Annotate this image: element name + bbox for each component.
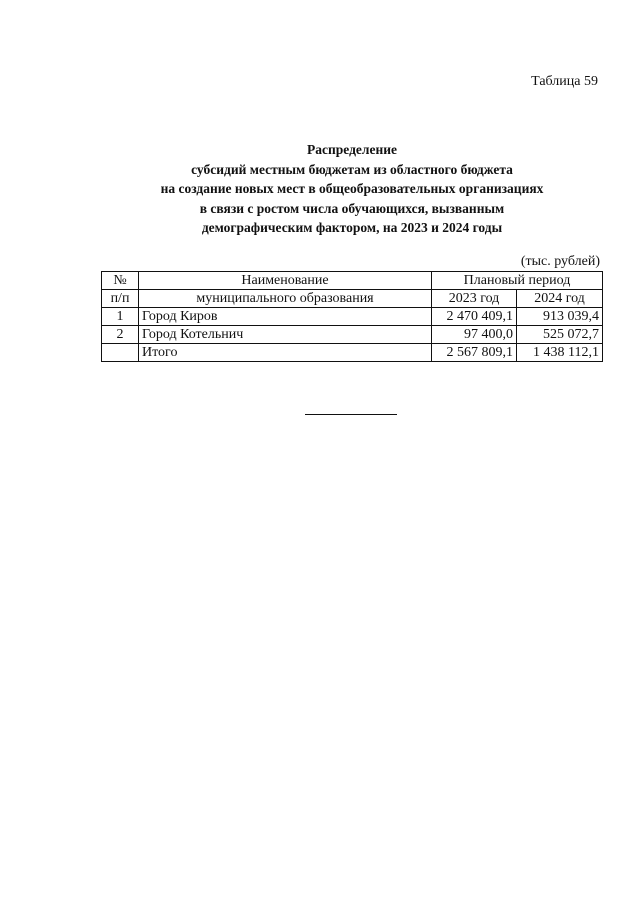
header-row bbox=[102, 290, 603, 308]
title-line: Распределение bbox=[306, 142, 398, 157]
header-num-sub: п/п bbox=[102, 290, 139, 308]
header-year-2024: 2024 год bbox=[517, 290, 603, 308]
row-name: Город Котельнич bbox=[139, 326, 432, 344]
document-title bbox=[100, 140, 604, 238]
table-row bbox=[102, 308, 603, 326]
row-value-2023: 2 470 409,1 bbox=[432, 308, 517, 326]
row-num: 1 bbox=[102, 308, 139, 326]
title-line: демографическим фактором, на 2023 и 2024 годы bbox=[201, 220, 503, 235]
table-number: Таблица 59 bbox=[531, 74, 598, 89]
header-row bbox=[102, 272, 603, 290]
row-name: Город Киров bbox=[139, 308, 432, 326]
row-value-2024: 913 039,4 bbox=[517, 308, 603, 326]
title-line: на создание новых мест в общеобразовательных организациях bbox=[160, 181, 544, 196]
header-period: Плановый период bbox=[432, 272, 603, 290]
total-value-2023: 2 567 809,1 bbox=[432, 344, 517, 362]
end-divider bbox=[305, 414, 397, 415]
title-line: в связи с ростом числа обучающихся, вызванным bbox=[199, 200, 505, 216]
subsidy-table bbox=[101, 271, 603, 362]
total-num bbox=[102, 344, 139, 362]
row-value-2024: 525 072,7 bbox=[517, 326, 603, 344]
header-name-sub: муниципального образования bbox=[139, 290, 432, 308]
units-label: (тыс. рублей) bbox=[520, 254, 600, 269]
total-label: Итого bbox=[139, 344, 432, 362]
title-line: субсидий местным бюджетам из областного бюджета bbox=[191, 161, 513, 177]
table-row bbox=[102, 326, 603, 344]
row-value-2023: 97 400,0 bbox=[432, 326, 517, 344]
header-year-2023: 2023 год bbox=[432, 290, 517, 308]
row-num: 2 bbox=[102, 326, 139, 344]
total-value-2024: 1 438 112,1 bbox=[517, 344, 603, 362]
total-row bbox=[102, 344, 603, 362]
header-num: № bbox=[102, 272, 139, 290]
header-name: Наименование bbox=[139, 272, 432, 290]
